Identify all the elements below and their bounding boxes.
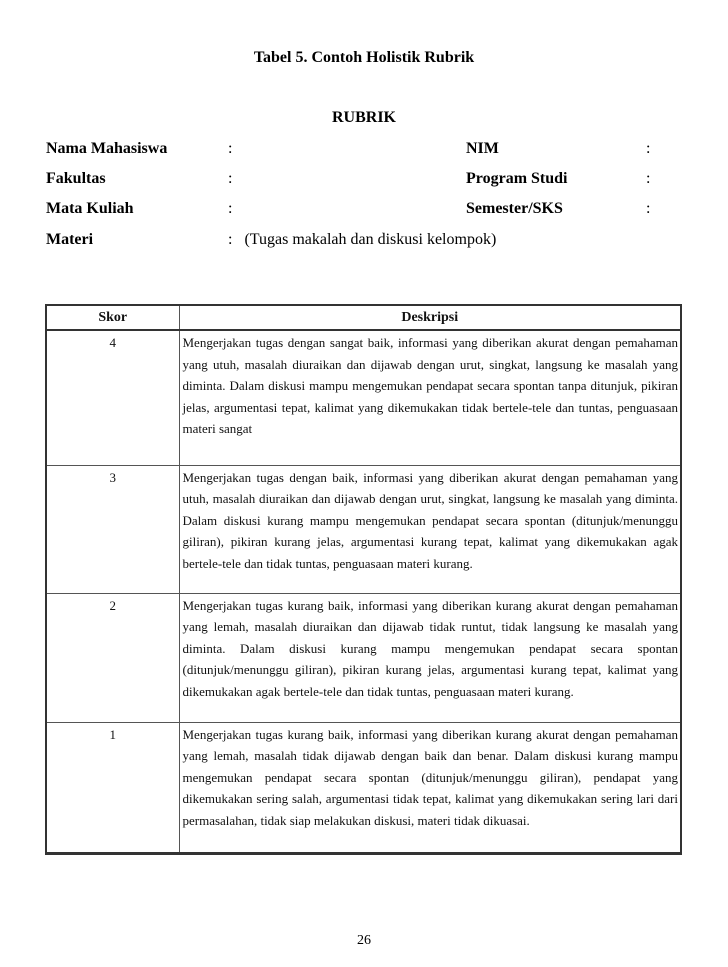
- rubric-table: [45, 304, 682, 855]
- nim-label: NIM: [466, 140, 499, 157]
- page-number: 26: [357, 933, 371, 948]
- rubrik-title: [0, 109, 728, 127]
- table-row: [46, 330, 681, 465]
- materi-value: : (Tugas makalah dan diskusi kelompok): [228, 231, 497, 248]
- nama-mahasiswa-colon: :: [228, 140, 233, 157]
- table-row: [46, 465, 681, 593]
- mata-kuliah-colon: :: [228, 200, 233, 217]
- header-deskripsi: Deskripsi: [179, 305, 681, 330]
- skor-cell: 3: [46, 465, 179, 593]
- rubric-header-row: [46, 305, 681, 330]
- table-caption: Tabel 5. Contoh Holistik Rubrik: [253, 49, 475, 66]
- nim-colon: :: [646, 140, 651, 157]
- deskripsi-cell: Mengerjakan tugas dengan baik, informasi yang diberikan akurat dengan pemahaman yang utuh, masalah diuraikan dan dijawab dengan urut, singkat, langsung ke masalah yang diminta. Dalam diskusi kurang mampu mengemukan pendapat secara spontan (ditunjuk/menunggu giliran), pikiran kurang jelas, argumentasi kurang tepat, kalimat yang dikemukakan agak bertele-tele dan tidak tuntas, penguasaan materi kurang.: [179, 465, 681, 593]
- header-skor: Skor: [46, 305, 179, 330]
- rubrik-title-text: RUBRIK: [331, 109, 396, 126]
- nama-mahasiswa-label: Nama Mahasiswa: [46, 140, 168, 157]
- program-studi-label: Program Studi: [466, 170, 568, 187]
- skor-cell: 4: [46, 330, 179, 465]
- skor-cell: 1: [46, 722, 179, 853]
- semester-sks-label: Semester/SKS: [466, 200, 563, 217]
- mata-kuliah-label: Mata Kuliah: [46, 200, 134, 217]
- table-row: [46, 722, 681, 853]
- deskripsi-cell: Mengerjakan tugas dengan sangat baik, informasi yang diberikan akurat dengan pemahaman yang utuh, masalah diuraikan dan dijawab dengan urut, singkat, langsung ke masalah yang diminta. Dalam diskusi mampu mengemukan pendapat secara spontan tanpa ditunjuk, pikiran jelas, argumentasi tepat, kalimat yang dikemukakan tidak bertele-tele dan tuntas, penguasaan materi sangat: [179, 330, 681, 465]
- deskripsi-cell: Mengerjakan tugas kurang baik, informasi yang diberikan kurang akurat dengan pemahaman yang lemah, masalah diuraikan dan dijawab tidak runtut, tidak langsung ke masalah yang diminta. Dalam diskusi kurang mampu mengemukan pendapat secara spontan (ditunjuk/menunggu giliran), pikiran kurang jelas, argumentasi kurang tepat, kalimat yang dikemukakan agak bertele-tele dan tidak tuntas, penguasaan materi kurang.: [179, 593, 681, 722]
- skor-cell: 2: [46, 593, 179, 722]
- table-row: [46, 593, 681, 722]
- fakultas-label: Fakultas: [46, 170, 106, 187]
- semester-sks-colon: :: [646, 200, 651, 217]
- program-studi-colon: :: [646, 170, 651, 187]
- deskripsi-cell: Mengerjakan tugas kurang baik, informasi yang diberikan kurang akurat dengan pemahaman yang lemah, masalah tidak dijawab dengan baik dan benar. Dalam diskusi kurang mampu mengemukan pendapat secara spontan (ditunjuk/menunggu giliran), pendapat yang dikemukakan sering salah, argumentasi tidak tepat, kalimat yang dikemukakan sering lari dari permasalahan, tidak siap melakukan diskusi, materi tidak dikuasai.: [179, 722, 681, 853]
- materi-label: Materi: [46, 231, 94, 248]
- fakultas-colon: :: [228, 170, 233, 187]
